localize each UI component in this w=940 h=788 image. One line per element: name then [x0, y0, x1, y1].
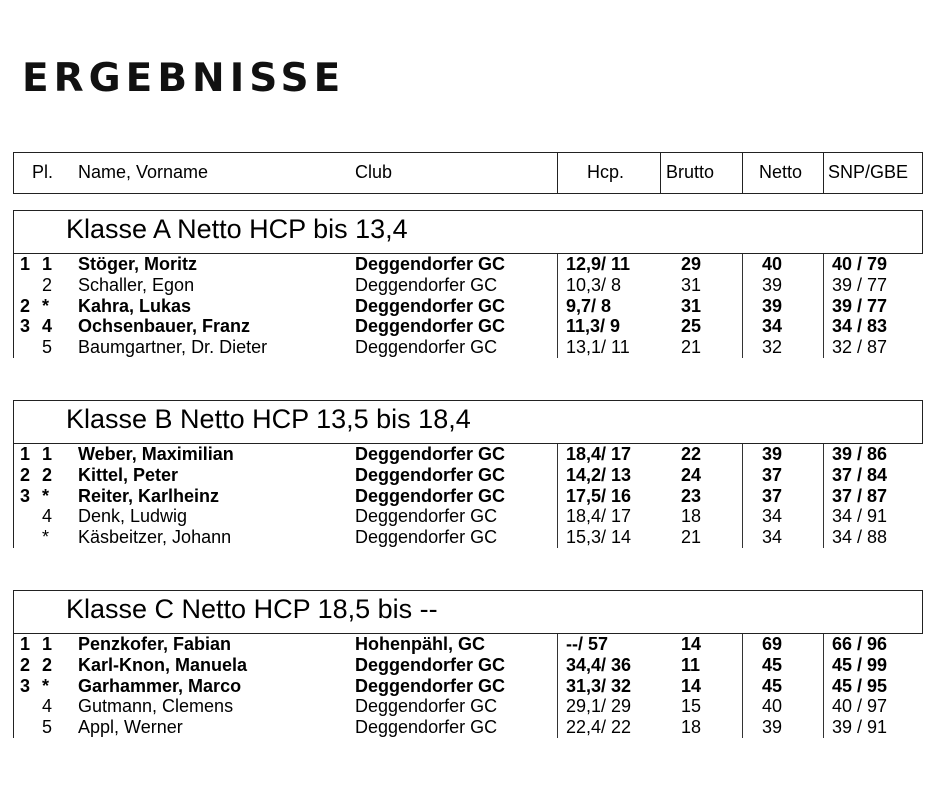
cell-hcp: --/ 57	[566, 634, 609, 654]
cell-snp: 66 / 96	[832, 634, 888, 654]
column-divider	[742, 444, 743, 548]
cell-snp: 39 / 91	[832, 717, 888, 738]
table-row	[14, 465, 923, 486]
cell-netto: 45	[762, 675, 783, 696]
cell-netto: 45	[762, 654, 783, 675]
divider	[823, 153, 824, 193]
cell-pos: 4	[42, 506, 53, 527]
cell-name: Kittel, Peter	[78, 464, 179, 485]
cell-name: Käsbeitzer, Johann	[78, 527, 232, 548]
cell-brutto: 14	[681, 675, 702, 696]
cell-club: Deggendorfer GC	[355, 654, 506, 675]
column-divider	[557, 444, 558, 548]
cell-name: Stöger, Moritz	[78, 254, 198, 274]
col-name: Name, Vorname	[78, 162, 209, 182]
cell-rank: 1	[20, 254, 31, 274]
section-rows	[13, 444, 923, 548]
cell-pos: 1	[42, 254, 53, 274]
cell-pos: 5	[42, 337, 53, 358]
col-netto: Netto	[759, 162, 803, 182]
col-brutto: Brutto	[666, 162, 715, 182]
section-title-box	[13, 400, 923, 444]
cell-netto: 37	[762, 464, 783, 485]
section-klasse-b	[13, 400, 923, 548]
cell-snp: 34 / 88	[832, 527, 888, 548]
divider	[660, 153, 661, 193]
cell-club: Deggendorfer GC	[355, 485, 506, 506]
cell-hcp: 9,7/ 8	[566, 295, 612, 316]
cell-pos: 5	[42, 717, 53, 738]
section-title: Klasse A Netto HCP bis 13,4	[66, 214, 408, 244]
cell-pos: *	[42, 295, 50, 316]
cell-club: Deggendorfer GC	[355, 274, 498, 295]
cell-name: Kahra, Lukas	[78, 295, 192, 316]
cell-hcp: 18,4/ 17	[566, 444, 632, 464]
cell-netto: 39	[762, 444, 783, 464]
cell-hcp: 17,5/ 16	[566, 485, 632, 506]
cell-name: Karl-Knon, Manuela	[78, 654, 248, 675]
cell-name: Schaller, Egon	[78, 274, 195, 295]
table-row	[14, 506, 923, 527]
cell-name: Baumgartner, Dr. Dieter	[78, 337, 268, 358]
column-header-row	[13, 152, 923, 194]
col-club: Club	[355, 162, 393, 182]
cell-name: Garhammer, Marco	[78, 675, 242, 696]
cell-club: Deggendorfer GC	[355, 506, 498, 527]
section-title: Klasse B Netto HCP 13,5 bis 18,4	[66, 404, 471, 434]
cell-club: Deggendorfer GC	[355, 717, 498, 738]
cell-rank: 3	[20, 316, 31, 337]
column-divider	[557, 634, 558, 738]
section-title-box	[13, 590, 923, 634]
cell-club: Deggendorfer GC	[355, 696, 498, 717]
table-row	[14, 254, 923, 275]
cell-brutto: 15	[681, 696, 702, 717]
cell-club: Deggendorfer GC	[355, 527, 498, 548]
cell-snp: 39 / 77	[832, 295, 888, 316]
section-klasse-c	[13, 590, 923, 738]
cell-netto: 34	[762, 506, 783, 527]
cell-pos: 4	[42, 696, 53, 717]
cell-rank: 2	[20, 464, 31, 485]
cell-name: Penzkofer, Fabian	[78, 634, 232, 654]
column-divider	[823, 634, 824, 738]
cell-rank: 2	[20, 295, 31, 316]
cell-hcp: 10,3/ 8	[566, 274, 622, 295]
cell-snp: 40 / 97	[832, 696, 888, 717]
cell-brutto: 18	[681, 506, 702, 527]
cell-pos: *	[42, 675, 50, 696]
cell-club: Deggendorfer GC	[355, 337, 498, 358]
cell-club: Deggendorfer GC	[355, 675, 506, 696]
table-row	[14, 696, 923, 717]
column-divider	[823, 254, 824, 358]
cell-pos: 1	[42, 444, 53, 464]
cell-rank: 1	[20, 634, 31, 654]
cell-pos: *	[42, 485, 50, 506]
table-row	[14, 527, 923, 548]
cell-pos: 2	[42, 274, 53, 295]
cell-snp: 37 / 84	[832, 464, 888, 485]
cell-club: Hohenpähl, GC	[355, 634, 485, 654]
cell-netto: 34	[762, 527, 783, 548]
cell-club: Deggendorfer GC	[355, 295, 506, 316]
cell-hcp: 14,2/ 13	[566, 464, 632, 485]
cell-club: Deggendorfer GC	[355, 316, 506, 337]
cell-hcp: 13,1/ 11	[566, 337, 630, 358]
cell-name: Ochsenbauer, Franz	[78, 316, 251, 337]
section-rows	[13, 634, 923, 738]
cell-name: Reiter, Karlheinz	[78, 485, 220, 506]
cell-hcp: 34,4/ 36	[566, 654, 632, 675]
cell-netto: 40	[762, 254, 783, 274]
cell-rank: 1	[20, 444, 31, 464]
cell-brutto: 21	[681, 337, 702, 358]
column-divider	[742, 634, 743, 738]
cell-name: Appl, Werner	[78, 717, 183, 738]
cell-hcp: 29,1/ 29	[566, 696, 632, 717]
cell-rank: 2	[20, 654, 31, 675]
column-divider	[557, 254, 558, 358]
cell-snp: 32 / 87	[832, 337, 888, 358]
table-row	[14, 655, 923, 676]
page-title: ERGEBNISSE	[22, 56, 346, 101]
cell-brutto: 23	[681, 485, 702, 506]
cell-name: Gutmann, Clemens	[78, 696, 234, 717]
cell-name: Weber, Maximilian	[78, 444, 234, 464]
cell-hcp: 31,3/ 32	[566, 675, 632, 696]
table-row	[14, 275, 923, 296]
cell-pos: 1	[42, 634, 53, 654]
cell-pos: 2	[42, 654, 53, 675]
cell-club: Deggendorfer GC	[355, 254, 506, 274]
cell-brutto: 14	[681, 634, 702, 654]
table-row	[14, 316, 923, 337]
cell-hcp: 15,3/ 14	[566, 527, 632, 548]
cell-snp: 39 / 86	[832, 444, 888, 464]
cell-brutto: 25	[681, 316, 702, 337]
cell-snp: 34 / 91	[832, 506, 888, 527]
cell-netto: 32	[762, 337, 783, 358]
cell-netto: 37	[762, 485, 783, 506]
table-row	[14, 444, 923, 465]
cell-snp: 39 / 77	[832, 274, 888, 295]
cell-snp: 40 / 79	[832, 254, 888, 274]
table-row	[14, 296, 923, 317]
cell-club: Deggendorfer GC	[355, 444, 506, 464]
col-snp: SNP/GBE	[828, 162, 909, 182]
cell-name: Denk, Ludwig	[78, 506, 188, 527]
cell-club: Deggendorfer GC	[355, 464, 506, 485]
col-place: Pl.	[32, 162, 54, 182]
cell-netto: 34	[762, 316, 783, 337]
table-row	[14, 337, 923, 358]
cell-snp: 45 / 99	[832, 654, 888, 675]
table-row	[14, 717, 923, 738]
section-klasse-a	[13, 210, 923, 358]
cell-hcp: 18,4/ 17	[566, 506, 632, 527]
column-divider	[742, 254, 743, 358]
cell-brutto: 11	[681, 654, 701, 675]
table-row	[14, 486, 923, 507]
cell-brutto: 29	[681, 254, 702, 274]
section-title: Klasse C Netto HCP 18,5 bis --	[66, 594, 438, 624]
section-rows	[13, 254, 923, 358]
cell-brutto: 22	[681, 444, 702, 464]
cell-hcp: 11,3/ 9	[566, 316, 621, 337]
column-divider	[823, 444, 824, 548]
cell-snp: 37 / 87	[832, 485, 888, 506]
cell-brutto: 18	[681, 717, 702, 738]
cell-pos: 2	[42, 464, 53, 485]
cell-pos: 4	[42, 316, 53, 337]
cell-netto: 69	[762, 634, 783, 654]
cell-rank: 3	[20, 485, 31, 506]
cell-snp: 34 / 83	[832, 316, 888, 337]
cell-netto: 39	[762, 274, 783, 295]
cell-brutto: 31	[681, 295, 702, 316]
table-row	[14, 634, 923, 655]
divider	[557, 153, 558, 193]
cell-snp: 45 / 95	[832, 675, 888, 696]
cell-netto: 39	[762, 717, 783, 738]
cell-netto: 39	[762, 295, 783, 316]
cell-pos: *	[42, 527, 50, 548]
cell-hcp: 12,9/ 11	[566, 254, 631, 274]
col-hcp: Hcp.	[587, 162, 625, 182]
cell-rank: 3	[20, 675, 31, 696]
cell-brutto: 21	[681, 527, 702, 548]
cell-hcp: 22,4/ 22	[566, 717, 632, 738]
section-title-box	[13, 210, 923, 254]
cell-netto: 40	[762, 696, 783, 717]
divider	[742, 153, 743, 193]
table-row	[14, 676, 923, 697]
cell-brutto: 24	[681, 464, 702, 485]
cell-brutto: 31	[681, 274, 702, 295]
